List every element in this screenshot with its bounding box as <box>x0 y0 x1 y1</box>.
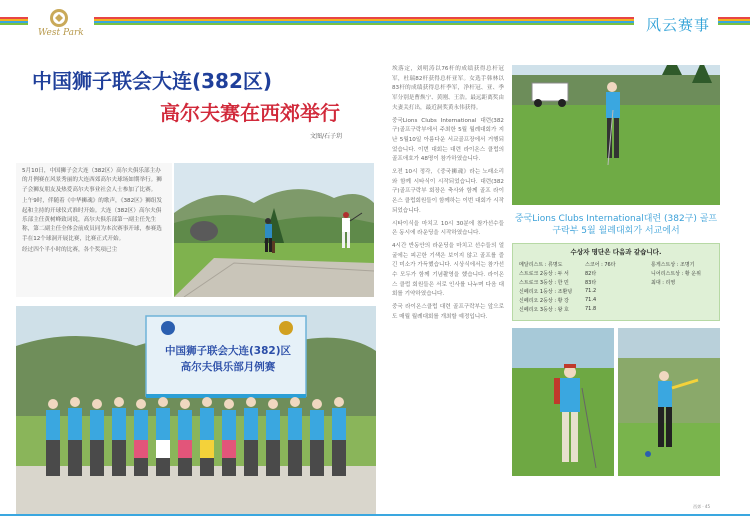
club-logo-text: West Park <box>38 28 84 38</box>
header-stripes-main <box>94 17 634 25</box>
column-paragraph-korean: 중국 라이온스클럽 대련 골프구락부는 앞으로도 매월 월례대회를 개최할 예정입니다. <box>392 304 504 320</box>
banner-line2: 高尔夫俱乐部月例赛 <box>180 361 276 373</box>
article-column-middle <box>392 65 504 511</box>
result-cell: 니어리스트상 : 황 운위 <box>651 271 701 277</box>
page-folio: 西郊 · 45 <box>693 504 710 509</box>
results-grid <box>519 261 713 313</box>
results-heading: 수상자 명단은 다음과 같습니다. <box>570 248 662 256</box>
result-cell: 71.8 <box>585 306 597 312</box>
result-cell: 스트로크 2등상 : 두 서 <box>519 271 569 277</box>
column-paragraph: 埃落定，刘明涛以76杆的成绩获得总杆冠军，杜瑞82杆获得总杆亚军。女选手韩林以83杆的成绩获得总杆季军，净杆冠、亚、季军分别是曹焕宁、黄刚、王浩。最远距离奖由夫妻关打出，最近洞奖黄永伟获得。 <box>392 66 504 111</box>
result-cell <box>651 306 713 313</box>
result-cell <box>651 297 713 304</box>
banner-line1: 中国狮子联会大连(382)区 <box>164 345 291 357</box>
result-cell: 71.2 <box>585 288 597 294</box>
result-cell: 71.4 <box>585 297 597 303</box>
photo-golfer-red-cap <box>512 328 614 476</box>
result-cell: 82타 <box>585 271 597 277</box>
photo-golfer-swing <box>174 163 374 297</box>
section-title: 风云赛事 <box>645 16 710 34</box>
result-cell: 스코어 : 76타 <box>585 262 616 268</box>
result-cell: 신페리오 1등상 : 조환녕 <box>519 289 573 295</box>
intro-text-block <box>16 163 172 297</box>
result-cell: 신페리오 3등상 : 왕 호 <box>519 307 569 313</box>
column-paragraph-korean: 4시간 반동안의 라운딩을 마치고 선수들의 얼굴에는 피곤한 기색은 보이지 않고 골프를 즐긴 미소가 가득했습니다. 시상식에서는 참가선수 모두가 함께 기념촬영을 했습니다. 라이온스 클럽 회원들은 서로 인사를 나누며 다음 대회를 기약하였습니다. <box>392 242 504 298</box>
photo-golfer-cart <box>512 65 720 205</box>
korean-caption: 중국Lions Clubs International대련 (382구) 골프구락부 5월 월례대회가 서교에서 <box>514 214 718 236</box>
result-cell: 최대 : 리영 <box>651 280 676 286</box>
result-cell: 롱게스트상 : 조명기 <box>651 262 695 268</box>
result-cell: 83타 <box>585 280 597 286</box>
header-stripes-left <box>0 17 28 25</box>
results-box <box>512 243 720 321</box>
column-paragraph-korean: 시타이식을 마치고 10시 30분에 참가선수들은 동시에 라운딩을 시작하였습니다. <box>392 220 504 237</box>
article-title-line1: 中国狮子联会大连(382区) <box>32 69 273 93</box>
intro-paragraph: 5月10日，中国狮子会大连（382区）高尔夫俱乐部主办的月例赛在风景秀丽的大连西郊高尔夫球场如期举行。狮子会狮友朋友及热爱高尔夫事业社会人士参加了比赛。 <box>22 168 162 193</box>
article-title-line2: 高尔夫赛在西郊举行 <box>160 101 340 125</box>
photo-golfer-teeoff <box>618 328 720 476</box>
article-byline: 文图/石子玥 <box>310 133 343 140</box>
result-cell: 신페리오 2등상 : 황 강 <box>519 298 569 304</box>
result-cell: 스트로크 3등상 : 한 민 <box>519 280 569 286</box>
intro-paragraph: 上午9时，伴随着《中华狮魂》的歌声，《382区》狮组发起和主持的开球仪式准时开始。大连（382区）高尔夫俱乐部主任黄树峰致词说，高尔夫俱乐部第一副主任先生称，第二副主任全体会前成员同为本次赛事开球，参赛选手在12个球洞开展比赛，比赛正式开始。 <box>22 198 163 242</box>
column-paragraph-korean: 중국Lions Clubs International 대련(382구)골프구락부에서 주최한 5월 월례대회가 지난 5월10일 아름다운 서교골프장에서 거행되었습니다. 이번 대회는 대련 라이온스 클럽의 골프애호가 48명이 참가하였습니다. <box>392 117 504 163</box>
intro-paragraph: 经过四个半小时的比赛，各个奖项已尘 <box>22 247 118 254</box>
column-paragraph-korean: 오전 10시 정각, 《중국狮魂》라는 노래소리와 함께 시타식이 시작되었습니다. 대련(382구)골프구락부 회장은 축사와 함께 골프 라이온스 클럽회원들이 함께하는 이번 대회가 시작되었습니다. <box>392 169 504 214</box>
banner-text <box>150 343 306 375</box>
result-cell: 메달리스트 : 류명도 <box>519 262 563 268</box>
photo-group-banner <box>16 306 376 514</box>
header-stripes-right <box>718 17 750 25</box>
result-cell <box>651 288 713 295</box>
